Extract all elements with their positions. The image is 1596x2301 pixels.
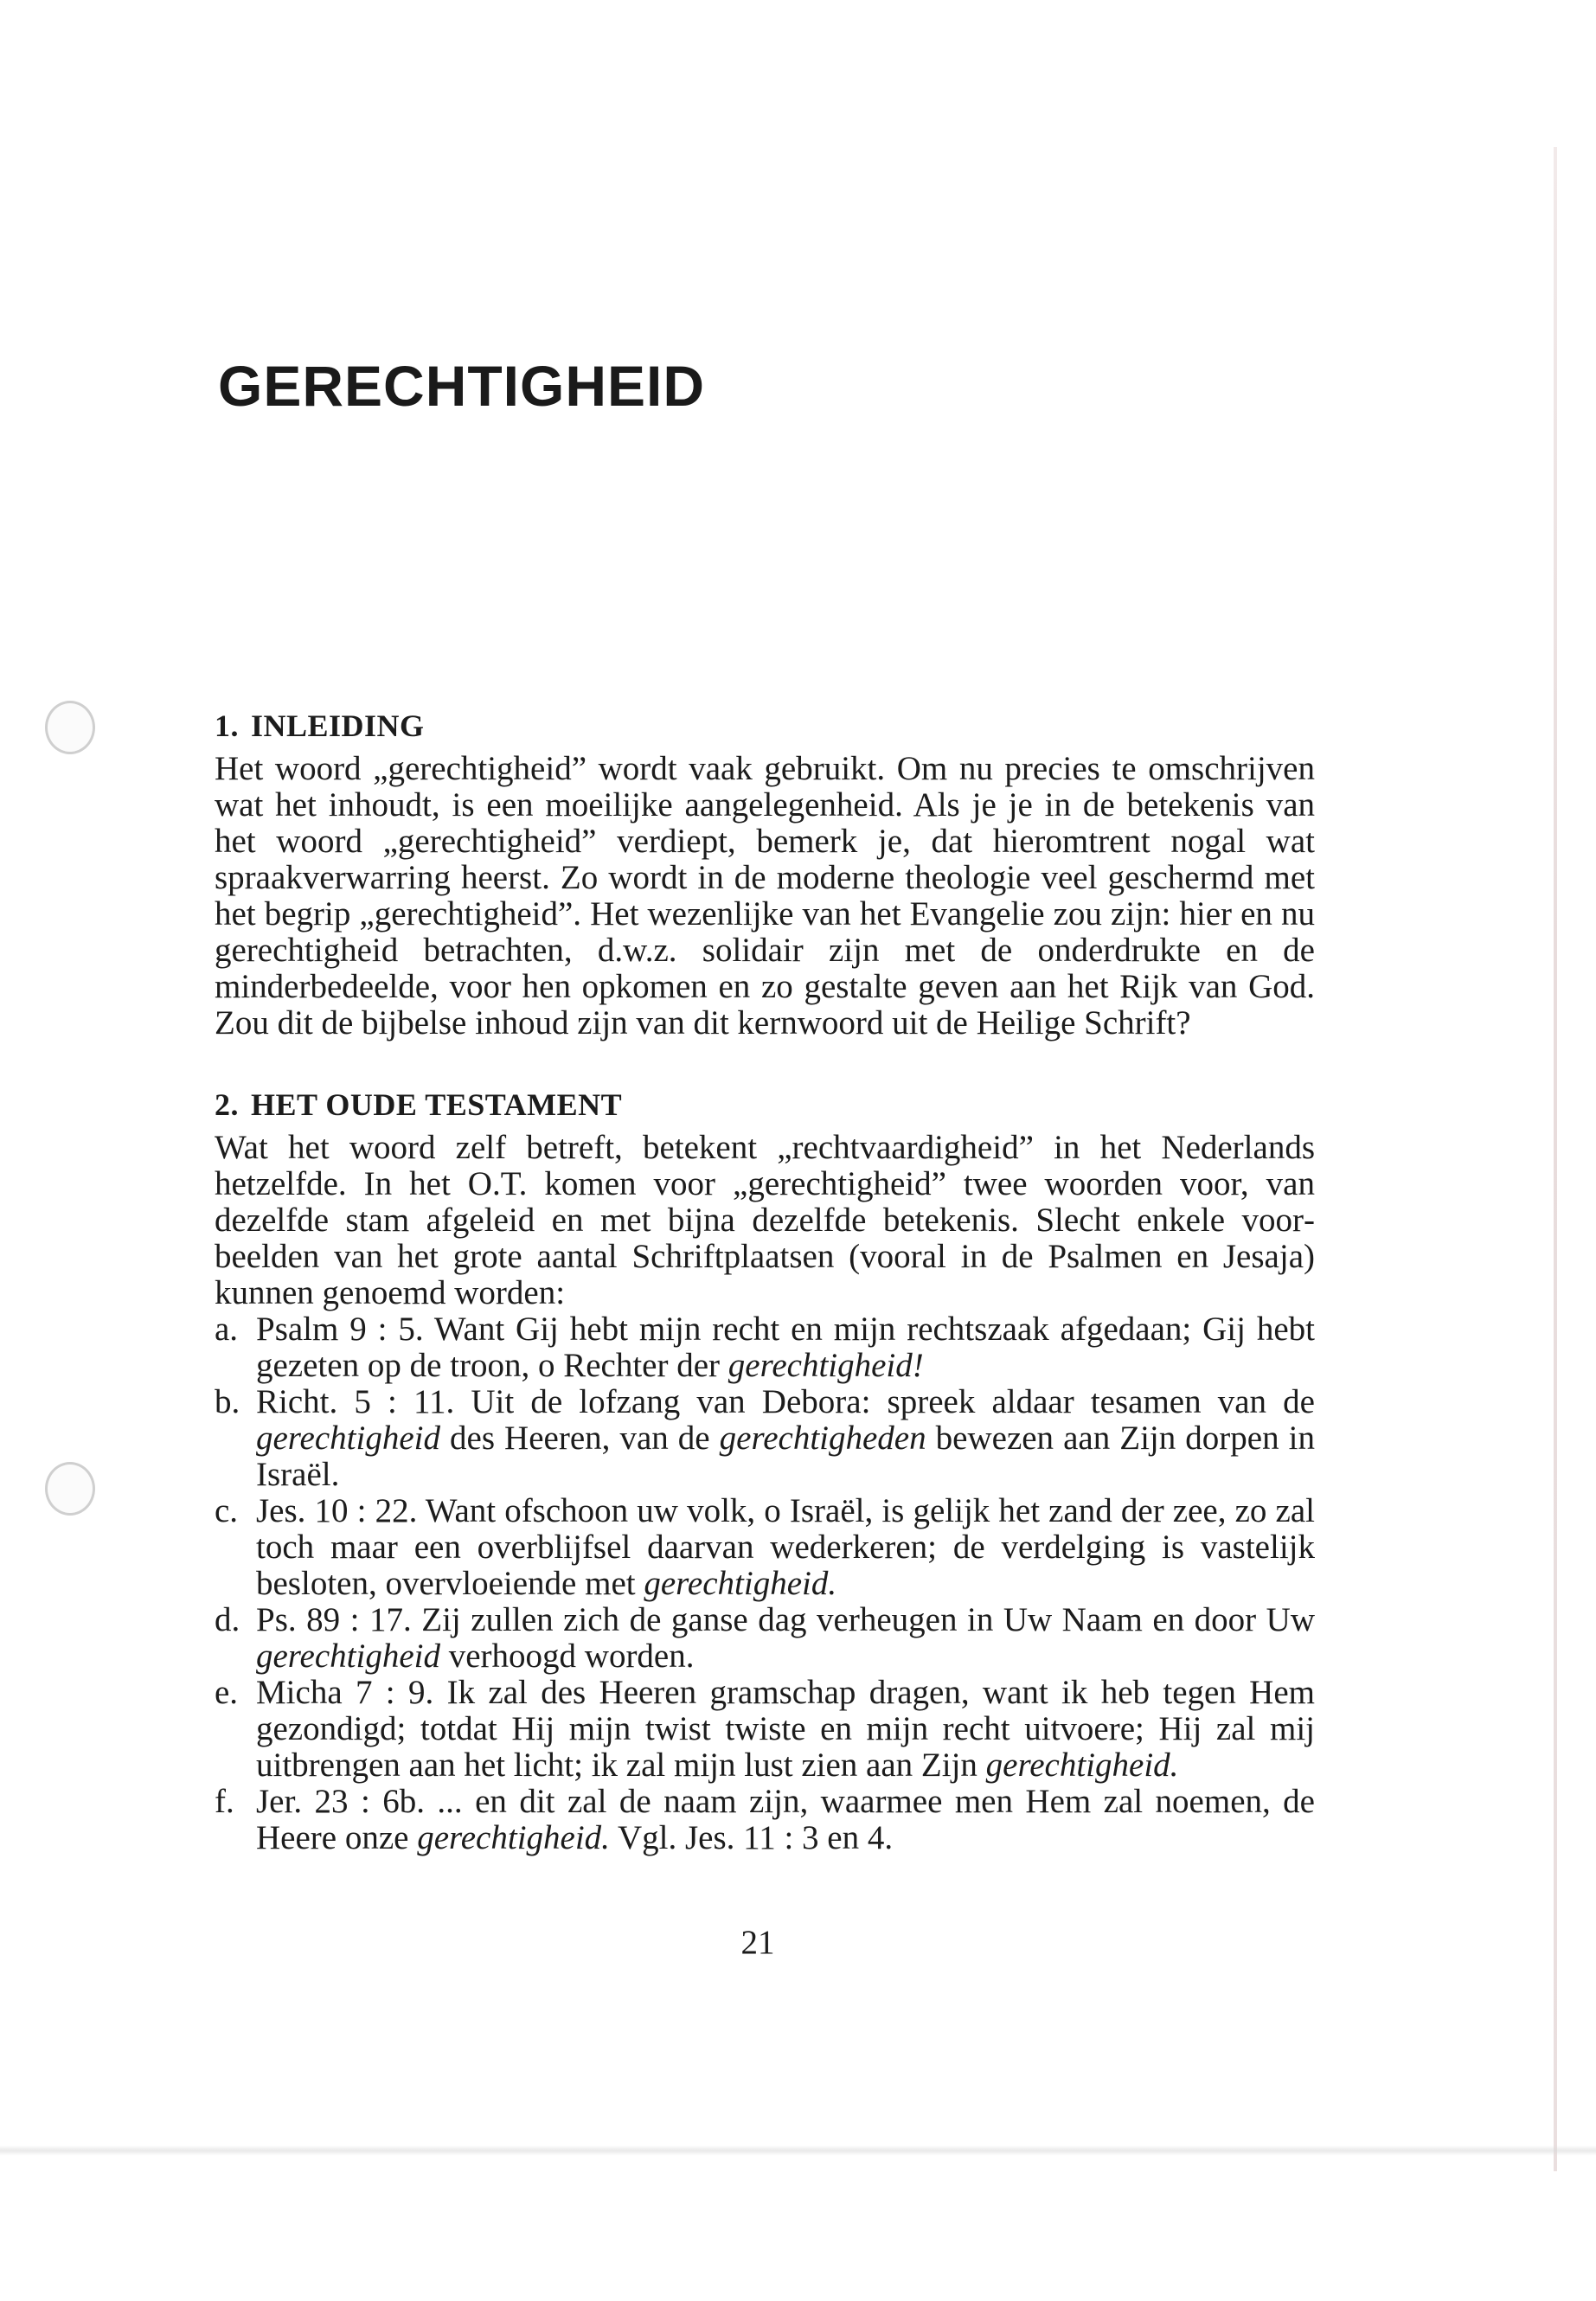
page-title: GERECHTIGHEID: [218, 354, 706, 418]
citation-text: Jes. 10 : 22. Want ofschoon uw volk, o Israël, is gelijk het zand der zee, zo zal toch maar een overblijfsel daarvan wederkeren; de verdelging is vastelijk besloten, overvloeiende met: [256, 1492, 1315, 1602]
list-marker: c.: [215, 1492, 239, 1529]
section-oude-testament: [215, 1086, 1315, 1856]
page-number: 21: [740, 1924, 775, 1961]
citation-emphasis: gerechtigheden: [719, 1420, 926, 1457]
citation-text: des Heeren, van de: [439, 1420, 720, 1457]
punch-hole: [45, 701, 95, 754]
citation-text: Micha 7 : 9. Ik zal des Heeren gramschap dragen, want ik heb tegen Hem gezondigd; totdat Hij mijn twist twiste en mijn recht uitvoere; Hij zal mij uitbrengen aan het licht; ik zal mijn lust zien aan Zijn: [256, 1674, 1315, 1784]
citation-item: [215, 1784, 1315, 1856]
citation-text: Richt. 5 : 11. Uit de lofzang van Debora: spreek aldaar tesamen van de: [256, 1383, 1315, 1420]
list-marker: a.: [215, 1311, 239, 1348]
citation-text: Vgl. Jes. 11 : 3 en 4.: [609, 1819, 894, 1856]
citation-item: [215, 1311, 1315, 1384]
scan-shadow: [0, 2145, 1596, 2156]
section-heading: [215, 1086, 1315, 1123]
citation-item: [215, 1675, 1315, 1784]
citation-list: [215, 1311, 1315, 1856]
list-marker: e.: [215, 1674, 239, 1711]
citation-text: bewezen aan Zijn dorpen in Israël.: [256, 1420, 1315, 1493]
citation-emphasis: gerechtigheid.: [417, 1819, 610, 1856]
citation-emphasis: gerechtigheid!: [727, 1347, 924, 1384]
citation-emphasis: gerechtigheid.: [644, 1565, 837, 1602]
list-marker: f.: [215, 1783, 234, 1820]
citation-text: Ps. 89 : 17. Zij zullen zich de ganse dag verheugen in Uw Naam en door Uw: [256, 1601, 1315, 1638]
citation-text: Jer. 23 : 6b. ... en dit zal de naam zijn, waarmee men Hem zal noemen, de Heere onze: [256, 1783, 1315, 1856]
citation-emphasis: gerechtigheid: [256, 1420, 440, 1457]
citation-text: Psalm 9 : 5. Want Gij hebt mijn recht en mijn rechtszaak afgedaan; Gij hebt gezeten op de troon, o Rechter der: [256, 1311, 1315, 1384]
list-marker: b.: [215, 1383, 240, 1420]
punch-hole: [45, 1462, 95, 1516]
citation-text: verhoogd worden.: [439, 1638, 695, 1675]
document-body: [215, 708, 1315, 1856]
section-inleiding: [215, 708, 1315, 1042]
citation-emphasis: gerechtigheid: [256, 1638, 440, 1675]
section-number: 2.: [215, 1087, 239, 1122]
citation-item: [215, 1493, 1315, 1602]
citation-item: [215, 1384, 1315, 1493]
section-title: HET OUDE TESTAMENT: [251, 1087, 623, 1122]
citation-emphasis: gerechtigheid.: [985, 1747, 1179, 1784]
paragraph: Het woord „gerechtigheid” wordt vaak gebruikt. Om nu precies te omschrijven wat het inhoudt, is een moeilijke aangelegenheid. Als je je in de betekenis van het woord „gerechtigheid” verdiept, bemerk je, dat hieromtrent nogal wat spraakverwarring heerst. Zo wordt in de moderne theologie veel geschermd met het begrip „gerechtigheid”. Het wezenlijke van het Evangelie zou zijn: hier en nu gerechtigheid betrachten, d.w.z. solidair zijn met de onderdrukte en de minderbedeelde, voor hen opkomen en zo gestalte geven aan het Rijk van God. Zou dit de bijbelse inhoud zijn van dit kernwoord uit de Heilige Schrift?: [215, 750, 1315, 1042]
page-edge: [1554, 147, 1557, 2171]
section-title: INLEIDING: [251, 708, 425, 743]
citation-item: [215, 1602, 1315, 1675]
section-heading: [215, 708, 1315, 744]
section-number: 1.: [215, 708, 239, 743]
paragraph: Wat het woord zelf betreft, betekent „rechtvaardigheid” in het Nederlands hetzelfde. In het O.T. komen voor „gerechtigheid” twee woorden voor, van dezelfde stam afgeleid en met bijna dezelfde betekenis. Slecht enkele voorbeelden van het grote aantal Schriftplaatsen (vooral in de Psalmen en Jesaja) kunnen genoemd worden:: [215, 1129, 1315, 1311]
list-marker: d.: [215, 1601, 240, 1638]
